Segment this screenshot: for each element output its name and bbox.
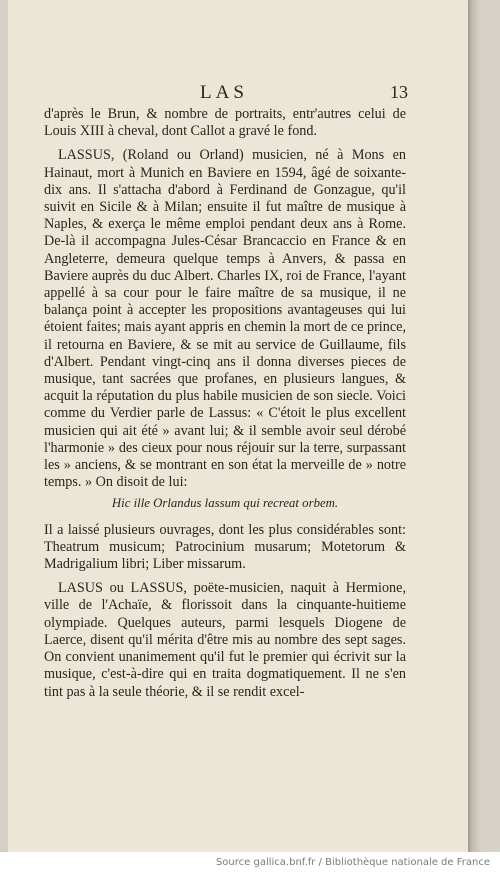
source-footer xyxy=(0,852,500,875)
page-body xyxy=(44,106,406,701)
paragraph-lassus: LASSUS, (Roland ou Orland) musicien, né à Mons en Hainaut, mort à Munich en Baviere en 1594, âgé de soixante-dix ans. Il s'attacha d'abord à Ferdinand de Gonzague, qu'il suivit en Sicile & à Milan; ensuite il fut maître de musique à Naples, & exerça le même emploi pendant deux ans à Rome. De-là il accompagna Jules-César Brancaccio en France & en Angleterre, demeura quelque temps à Anvers, & passa en Baviere auprès du duc Albert. Charles IX, roi de France, l'ayant appellé à sa cour pour le faire maître de sa musique, il ne balança point à accepter les propositions avantageuses qui lui étoient faites; mais ayant appris en chemin la mort de ce prince, il retourna en Baviere, & se mit au service de Guillaume, fils d'Albert. Pendant vingt-cinq ans il donna diverses pieces de musique, tant sacrées que profanes, en plusieurs langues, & acquit la réputation du plus habile musicien de son siecle. Voici comme du Verdier parle de Lassus: « C'étoit le plus excellent musicien qui ait été » avant lui; & il semble avoir seul dérobé l'harmonie » des cieux pour nous réjouir sur la terre, surpassant les » anciens, & se montrant en son état la merveille de » notre temps. » On disoit de lui: xyxy=(44,147,406,491)
page-number: 13 xyxy=(390,82,408,102)
page-edge xyxy=(468,0,500,852)
paragraph-works: Il a laissé plusieurs ouvrages, dont les plus considérables sont: Theatrum musicum; Patrocinium musarum; Motetorum & Madrigalium libri; Liber missarum. xyxy=(44,521,406,573)
page-header xyxy=(44,82,408,104)
paragraph-lasus: LASUS ou LASSUS, poëte-musicien, naquit à Hermione, ville de l'Achaïe, & florissoit dans la cinquante-huitieme olympiade. Quelques auteurs, parmi lesquels Diogene de Laerce, disent qu'il mérita d'être mis au nombre des sept sages. On convient unanimement qu'il fut le premier qui écrivit sur la musique, c'est-à-dire qui en traita dogmatiquement. Il ne s'en tint pas à la seule théorie, & il se rendit excel- xyxy=(44,580,406,700)
source-credit: Source gallica.bnf.fr / Bibliothèque nationale de France xyxy=(215,857,490,868)
paragraph-continuation: d'après le Brun, & nombre de portraits, entr'autres celui de Louis XIII à cheval, dont Callot a gravé le fond. xyxy=(44,106,406,140)
latin-verse: Hic ille Orlandus lassum qui recreat orbem. xyxy=(111,496,339,511)
running-head: LAS xyxy=(200,82,248,103)
